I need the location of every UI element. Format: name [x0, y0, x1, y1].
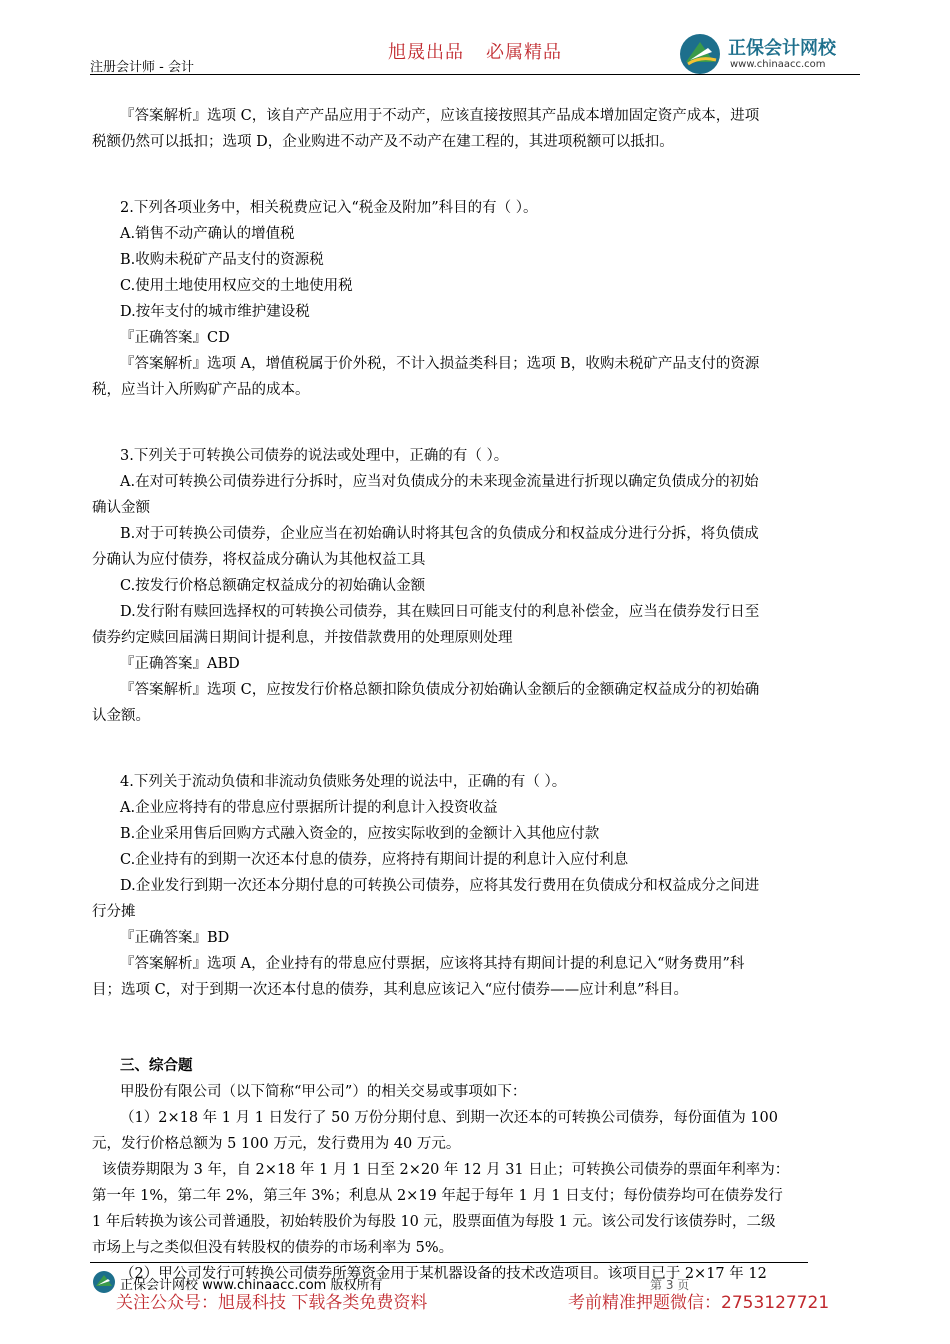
answer-analysis: 『答案解析』选项 C，应按发行价格总额扣除负债成分初始确认金额后的金额确定权益成分的初始确: [120, 682, 760, 698]
option-a: A.企业应将持有的带息应付票据所计提的利息计入投资收益: [120, 800, 498, 816]
option-d-cont: 债券约定赎回届满日期间计提利息，并按借款费用的处理原则处理: [92, 630, 513, 646]
option-b: B.收购未税矿产品支付的资源税: [120, 252, 324, 268]
option-a: A.在对可转换公司债券进行分拆时，应当对负债成分的未来现金流量进行折现以确定负债成分的初始: [120, 474, 759, 490]
prev-analysis-line: 『答案解析』选项 C，该自产产品应用于不动产，应该直接按照其产品成本增加固定资产成本，进项: [120, 108, 760, 124]
option-d: D.发行附有赎回选择权的可转换公司债券，其在赎回日可能支付的利息补偿金，应当在债券发行日至: [120, 604, 760, 620]
correct-answer: 『正确答案』CD: [120, 330, 230, 346]
slogan-part-2: 必属精品: [486, 42, 562, 63]
option-c: C.企业持有的到期一次还本付息的债券，应将持有期间计提的利息计入应付利息: [120, 852, 629, 868]
section-title: 三、综合题: [120, 1058, 193, 1074]
page-number: 第 3 页: [650, 1278, 690, 1292]
option-a: A.销售不动产确认的增值税: [120, 226, 295, 242]
option-d: D.企业发行到期一次还本分期付息的可转换公司债券，应将其发行费用在负债成分和权益成分之间进: [120, 878, 760, 894]
answer-analysis: 『答案解析』选项 A，增值税属于价外税，不计入损益类科目；选项 B，收购未税矿产品支付的资源: [120, 356, 760, 372]
item-1-detail: 该债券期限为 3 年，自 2×18 年 1 月 1 日至 2×20 年 12 月 31 日止；可转换公司债券的票面年利率为：: [102, 1162, 790, 1178]
option-a-cont: 确认金额: [92, 500, 150, 516]
option-b: B.对于可转换公司债券，企业应当在初始确认时将其包含的负债成分和权益成分进行分拆，将负债成: [120, 526, 759, 542]
option-c: C.使用土地使用权应交的土地使用税: [120, 278, 353, 294]
option-b-cont: 分确认为应付债券，将权益成分确认为其他权益工具: [92, 552, 426, 568]
answer-analysis: 认金额。: [92, 708, 150, 724]
footer-promo-left: 关注公众号：旭晟科技 下载各类免费资料: [116, 1293, 428, 1313]
item-2: （2）甲公司发行可转换公司债券所筹资金用于某机器设备的技术改造项目。该项目已于 2×17 年 12: [120, 1266, 767, 1282]
footer-copyright: 正保会计网校 www.chinaacc.com 版权所有: [120, 1278, 383, 1293]
prev-analysis-line: 税额仍然可以抵扣；选项 D，企业购进不动产及不动产在建工程的，其进项税额可以抵扣。: [92, 134, 674, 150]
brand-name: 正保会计网校: [728, 38, 836, 59]
brand-url: www.chinaacc.com: [730, 59, 826, 70]
section-comprehensive: [92, 1053, 862, 1287]
slogan-part-1: 旭晟出品: [388, 42, 464, 63]
section-intro: 甲股份有限公司（以下简称“甲公司”）的相关交易或事项如下：: [120, 1084, 527, 1100]
option-d-cont: 行分摊: [92, 904, 136, 920]
header-slogan: [388, 38, 562, 64]
item-1-detail: 1 年后转换为该公司普通股，初始转股价为每股 10 元，股票面值为每股 1 元。该公司发行该债券时，二级: [92, 1214, 776, 1230]
answer-analysis: 目；选项 C，对于到期一次还本付息的债券，其利息应该记入“应付债券——应计利息”科目。: [92, 982, 689, 998]
brand-logo: [678, 32, 868, 76]
question-stem: 4.下列关于流动负债和非流动负债账务处理的说法中，正确的有（ ）。: [120, 774, 567, 790]
question-4: [92, 769, 862, 1003]
header-subject: 注册会计师 - 会计: [90, 60, 194, 75]
correct-answer: 『正确答案』ABD: [120, 656, 240, 672]
correct-answer: 『正确答案』BD: [120, 930, 230, 946]
footer-divider: [90, 1262, 808, 1263]
option-b: B.企业采用售后回购方式融入资金的，应按实际收到的金额计入其他应付款: [120, 826, 600, 842]
question-stem: 3.下列关于可转换公司债券的说法或处理中，正确的有（ ）。: [120, 448, 509, 464]
option-d: D.按年支付的城市维护建设税: [120, 304, 310, 320]
question-stem: 2.下列各项业务中，相关税费应记入“税金及附加”科目的有（ ）。: [120, 200, 538, 216]
answer-analysis: 税，应当计入所购矿产品的成本。: [92, 382, 310, 398]
answer-analysis: 『答案解析』选项 A，企业持有的带息应付票据，应该将其持有期间计提的利息记入“财务费用”科: [120, 956, 745, 972]
item-1-detail: 第一年 1%，第二年 2%，第三年 3%；利息从 2×19 年起于每年 1 月 1 日支付；每份债券均可在债券发行: [92, 1188, 783, 1204]
header-divider: [90, 74, 860, 75]
item-1-detail: 市场上与之类似但没有转股权的债券的市场利率为 5%。: [92, 1240, 454, 1256]
footer-promo-right: 考前精准押题微信：2753127721: [568, 1293, 830, 1313]
question-3: [92, 443, 862, 729]
brand-logo-icon: [678, 32, 724, 76]
option-c: C.按发行价格总额确定权益成分的初始确认金额: [120, 578, 426, 594]
item-1-cont: 元，发行价格总额为 5 100 万元，发行费用为 40 万元。: [92, 1136, 461, 1152]
question-2: [92, 195, 862, 403]
item-1: （1）2×18 年 1 月 1 日发行了 50 万份分期付息、到期一次还本的可转换公司债券，每份面值为 100: [120, 1110, 778, 1126]
document-body: [92, 103, 862, 1287]
footer-logo-icon: [92, 1270, 116, 1294]
